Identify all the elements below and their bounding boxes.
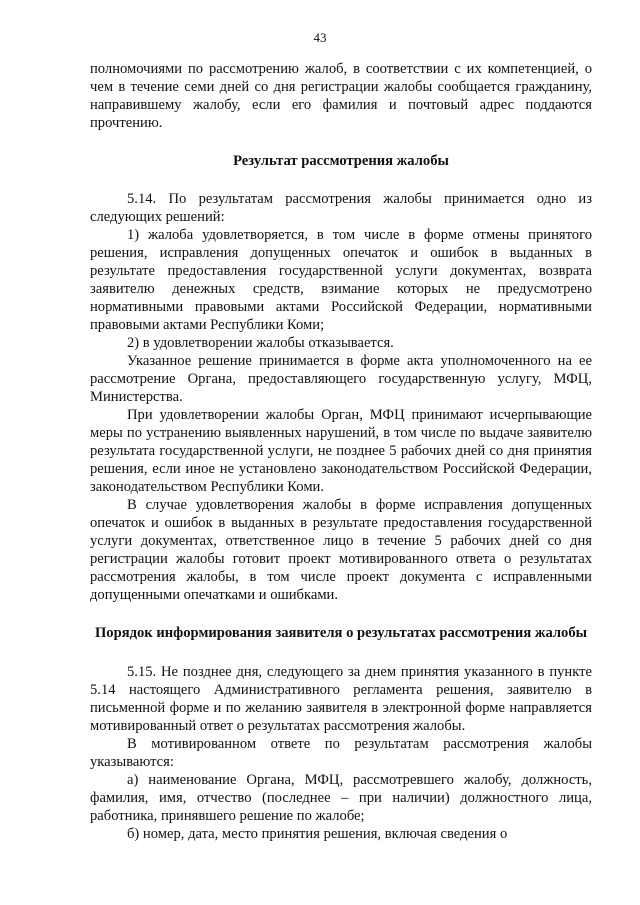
paragraph-typo-correction: В случае удовлетворения жалобы в форме исправления допущенных опечаток и ошибок в выданных в результате предоставления государственной услуги документах, ответственное лицо в течение 5 рабочих дней со дня регистрации жалобы готовит проект мотивированного ответа о результатах рассмотрения жалобы, в том числе проект документа с исправленными допущенными опечатками и ошибками. (90, 497, 592, 603)
page-number: 43 (313, 30, 327, 45)
list-item-b: б) номер, дата, место принятия решения, включая сведения о (127, 826, 508, 842)
paragraph-answer-contents: В мотивированном ответе по результатам рассмотрения жалобы указываются: (90, 736, 592, 770)
list-item-satisfied: 1) жалоба удовлетворяется, в том числе в форме отмены принятого решения, исправления допущенных опечаток и ошибок в выданных в результате предоставления государственной услуги документах, возврата заявителю денежных средств, взимание которых не предусмотрено нормативными правовыми актами Российской Федерации, нормативными правовыми актами Республики Коми; (90, 227, 592, 333)
paragraph-5-15: 5.15. Не позднее дня, следующего за днем принятия указанного в пункте 5.14 настоящего Административного регламента решения, заявителю в письменной форме и по желанию заявителя в электронной форме направляется мотивированный ответ о результатах рассмотрения жалобы. (90, 664, 592, 734)
section-heading-inform: Порядок информирования заявителя о результатах рассмотрения жалобы (94, 625, 588, 641)
list-item-a: а) наименование Органа, МФЦ, рассмотревшего жалобу, должность, фамилия, имя, отчество (последнее – при наличии) должностного лица, работника, принявшего решение по жалобе; (90, 772, 592, 824)
paragraph-decision-form: Указанное решение принимается в форме акта уполномоченного на ее рассмотрение Органа, предоставляющего государственную услугу, МФЦ, Министерства. (90, 353, 592, 405)
paragraph-satisfaction-measures: При удовлетворении жалобы Орган, МФЦ принимают исчерпывающие меры по устранению выявленных нарушений, в том числе по выдаче заявителю результата государственной услуги, не позднее 5 рабочих дней со дня принятия решения, если иное не установлено законодательством Российской Федерации, законодательством Республики Коми. (90, 407, 592, 495)
paragraph-5-14: 5.14. По результатам рассмотрения жалобы принимается одно из следующих решений: (90, 191, 592, 225)
list-item-refused: 2) в удовлетворении жалобы отказывается. (127, 335, 394, 351)
intro-paragraph: полномочиями по рассмотрению жалоб, в соответствии с их компетенцией, о чем в течение семи дней со дня регистрации жалобы сообщается гражданину, направившему жалобу, если его фамилия и почтовый адрес поддаются прочтению. (90, 61, 592, 131)
section-heading-result: Результат рассмотрения жалобы (233, 153, 449, 169)
page-content (90, 60, 592, 843)
